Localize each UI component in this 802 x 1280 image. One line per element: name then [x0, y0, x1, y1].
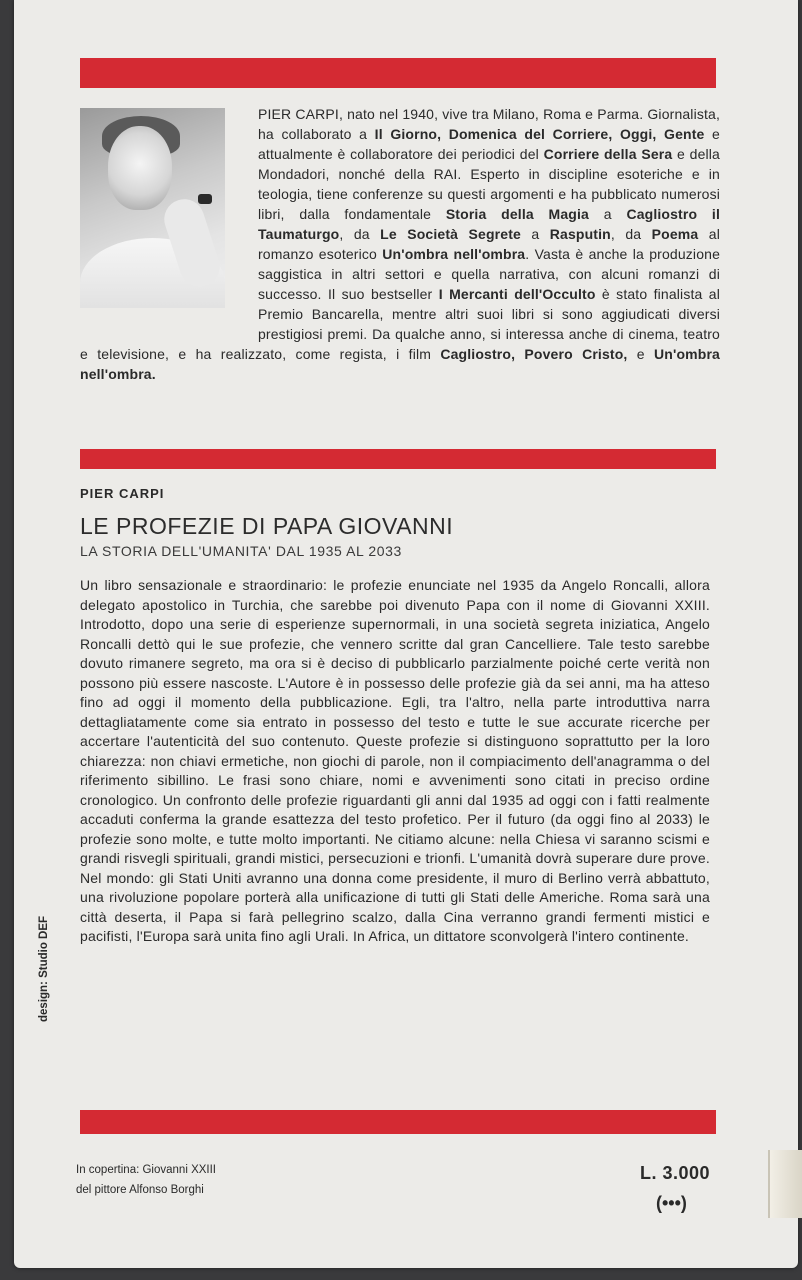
book-author: PIER CARPI: [80, 486, 165, 501]
bio-text-segment: a: [588, 206, 627, 222]
bio-title-ref: Corriere della Sera: [543, 146, 673, 162]
bio-text-segment: . Vasta è anche la produzione saggistica in altri settori e quella narrativa, con alcuni romanzi di successo. Il suo bestseller: [258, 246, 721, 302]
cover-credit: [76, 1160, 216, 1200]
bio-title-ref: Il Giorno, Domenica del Corriere, Oggi, Gente: [374, 126, 705, 142]
bio-title-ref: I Mercanti dell'Occulto: [438, 286, 596, 302]
bio-text-segment: e della Mondadori, nonché della RAI. Esperto in discipline esoteriche e in teologia, tiene conferenze su questi argomenti e ha pubblicato numerosi libri, dalla fondamentale: [258, 146, 720, 222]
bio-title-ref: Un'ombra nell'ombra.: [80, 346, 720, 382]
bio-title-ref: Un'ombra nell'ombra: [382, 246, 526, 262]
bio-text-segment: e: [627, 346, 655, 362]
author-bio: [80, 104, 720, 384]
bio-text-segment: , da: [610, 226, 652, 242]
bio-photo-spacer: [80, 104, 258, 332]
bio-title-ref: Cagliostro il Taumaturgo: [258, 206, 720, 242]
book-description: Un libro sensazionale e straordinario: le profezie enunciate nel 1935 da Angelo Roncalli, allora delegato apostolico in Turchia, che sarebbe poi divenuto Papa con il nome di Giovanni XXIII. Introdotto, dopo una serie di esperienze supernormali, in una società segreta iniziatica, Angelo Roncalli dettò qui le sue profezie, che vennero scritte dal gran Cancelliere. Tale testo sarebbe dovuto rimanere segreto, ma ora si è deciso di pubblicarlo parzialmente poiché certe verità non possono più essere nascoste. L'Autore è in possesso delle profezie già da sei anni, ma ha atteso fino ad oggi il momento della pubblicazione. Egli, tra l'altro, nella parte introduttiva narra dettagliatamente come sia entrato in possesso del testo e tutte le sue accurate ricerche per accertare l'autenticità del suo contenuto. Queste profezie si distinguono soprattutto per la loro chiarezza: non chiavi ermetiche, non giochi di parole, non il compiacimento dell'anagramma o del riferimento sibillino. Le frasi sono chiare, nomi e avvenimenti sono citati in preciso ordine cronologico. Un confronto delle profezie riguardanti gli anni dal 1935 ad oggi con i fatti realmente accaduti conferma la grande esattezza del testo profetico. Per il futuro (da oggi fino al 2033) le profezie sono molte, e tutte molto importanti. Ne citiamo alcune: nella Chiesa vi saranno scismi e grandi risvegli spirituali, grandi mistici, persecuzioni e trionfi. L'umanità dovrà superare dure prove. Nel mondo: gli Stati Uniti avranno una donna come presidente, il muro di Berlino verrà abbattuto, una rivoluzione popolare porterà alla unificazione di tutti gli Stati delle Americhe. Roma sarà una città deserta, il Papa si farà pellegrino scalzo, dalla Cina verranno grandi fermenti mistici e pacifisti, l'Europa sarà unita fino agli Urali. In Africa, un dittatore sconvolgerà l'intero continente.: [80, 577, 710, 944]
bio-title-ref: Cagliostro, Povero Cristo,: [440, 346, 628, 362]
bio-text-segment: PIER CARPI, nato nel 1940, vive tra Milano, Roma e Parma. Giornalista, ha collaborato a: [258, 106, 720, 142]
bio-text-segment: al romanzo esoterico: [258, 226, 720, 262]
cover-credit-line1: In copertina: Giovanni XXIII: [76, 1164, 216, 1176]
book-title: LE PROFEZIE DI PAPA GIOVANNI: [80, 513, 454, 539]
red-bar-bottom: [80, 1110, 716, 1134]
red-bar-top: [80, 58, 716, 88]
red-bar-middle: [80, 449, 716, 469]
book-subtitle: LA STORIA DELL'UMANITA' DAL 1935 AL 2033: [80, 543, 402, 559]
bio-title-ref: Poema: [651, 226, 699, 242]
library-sticker: [768, 1150, 802, 1218]
bio-title-ref: Le Società Segrete: [380, 226, 521, 242]
bio-text-segment: a: [520, 226, 550, 242]
price-code: (•••): [656, 1193, 687, 1213]
bio-text-segment: è stato finalista al Premio Bancarella, mentre altri suoi libri si sono aggiudicati diversi prestigiosi premi. Da qualche anno, si interessa anche di cinema, teatro e televisione, e ha realizzato, come regista, i film: [80, 286, 720, 362]
design-credit: design: Studio DEF: [38, 915, 50, 1022]
price: L. 3.000: [640, 1163, 711, 1183]
cover-credit-line2: del pittore Alfonso Borghi: [76, 1184, 204, 1196]
bio-text-segment: , da: [339, 226, 381, 242]
bio-title-ref: Rasputin: [549, 226, 611, 242]
bio-text-segment: e attualmente è collaboratore dei periodici del: [258, 126, 720, 162]
bio-title-ref: Storia della Magia: [445, 206, 589, 222]
